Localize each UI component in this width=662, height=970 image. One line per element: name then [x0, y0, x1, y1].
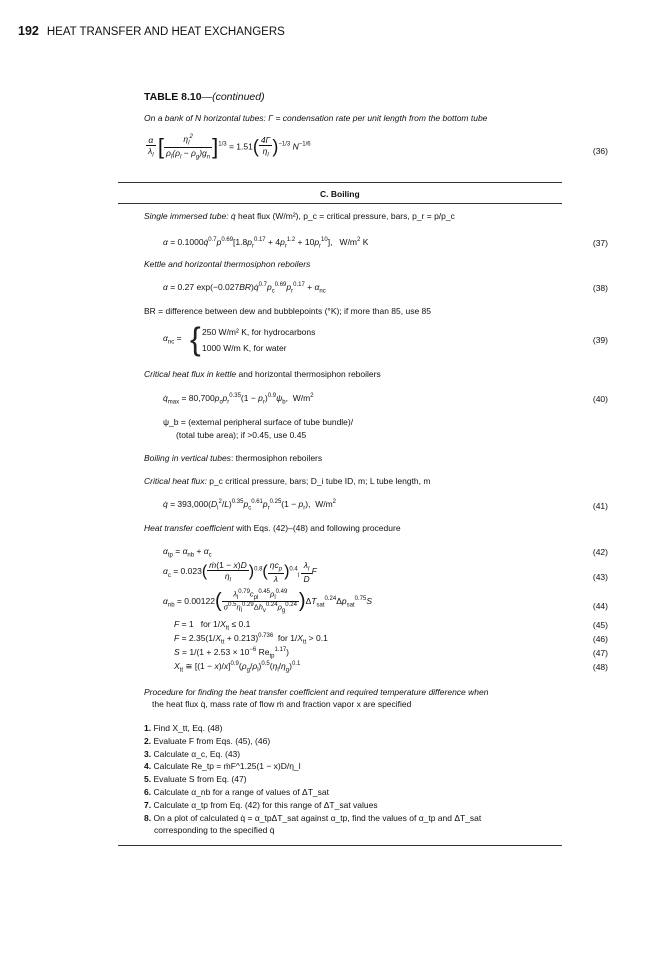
psi-line-2: (total tube area); if >0.45, use 0.45: [176, 430, 307, 440]
critical-vertical: [144, 476, 430, 486]
step-text: Calculate Re_tp = ṁF^1.25(1 − x)D/η_l: [153, 761, 301, 772]
eq-number-44: (44): [592, 601, 608, 611]
step-text: On a plot of calculated q̇ = α_tpΔT_sat against α_tp, find the values of α_tp and ΔT_sat: [153, 812, 482, 823]
procedure-steps: [144, 722, 481, 837]
htc-heading: [144, 523, 401, 533]
running-header: [18, 24, 285, 38]
anc-line-2: 1000 W/m K, for water: [202, 343, 287, 353]
list-item: 6. Calculate α_nb for a range of values of ΔT_sat: [144, 786, 329, 797]
list-item: 2. Evaluate F from Eqs. (45), (46): [144, 735, 271, 746]
table-continued: —(continued): [201, 91, 265, 103]
step-text: Calculate α_tp from Eq. (42) for this range of ΔT_sat values: [153, 799, 378, 810]
rule-mid: [118, 203, 562, 204]
step-text: Find X_tt, Eq. (48): [153, 723, 223, 733]
step-text: Calculate α_c, Eq. (43): [153, 748, 241, 759]
vertical-heading-rest: : thermosiphon reboilers: [230, 453, 323, 463]
kettle-heading: Kettle and horizontal thermosiphon reboilers: [144, 259, 311, 269]
critical-heading-rest: and horizontal thermosiphon reboilers: [236, 369, 381, 379]
eq-number-41: (41): [592, 501, 608, 511]
rule-top: [118, 182, 562, 183]
eq-number-42: (42): [592, 547, 608, 557]
critical-heading: [144, 369, 381, 379]
equation-38: α = 0.27 $\exp(-0.027BR)q̇^{0.7}p_c^{0.69}p_r^{0.17} + \alpha_{nc}$: [163, 282, 326, 295]
step-text: Calculate α_nb for a range of values of ΔT_sat: [153, 786, 329, 797]
step-text: Evaluate F from Eqs. (45), (46): [153, 735, 271, 746]
equation-36: $\frac{\alpha}{\lambda_l}$ [ $\frac{\eta_l^2}{\rho_l(\rho_l - \rho_g)g_n}$ ]$^{1/3}$ = 1.51( $\frac{4\Gamma}{\eta_l}$ )$^{-1/3}$ $N^{-1/6}$: [148, 134, 311, 161]
equation-43: $\alpha_c = 0.023$( $\frac{\text{ṁ(1 − x)D}}{\eta_l}$ )$^{0.8}$( $\frac{\eta c_p}{\lambda}$ )$^{0.4}_l$ $\frac{\lambda_l}{D}$ F: [163, 560, 317, 584]
table-title: [144, 91, 265, 103]
brace: {: [190, 321, 201, 357]
table-label: TABLE 8.10: [144, 91, 202, 103]
page-number: 192: [18, 24, 39, 38]
list-item: 8. On a plot of calculated q̇ = α_tpΔT_sat against α_tp, find the values of α_tp and ΔT_sat: [144, 812, 482, 823]
eq-number-38: (38): [592, 283, 608, 293]
equation-45: F = 1 for $1/X_{tt} \le 0.1$: [174, 619, 251, 632]
single-tube-label: Single immersed tube: q̇: [144, 211, 236, 221]
eq-number-47: (47): [592, 648, 608, 658]
step-text: Evaluate S from Eq. (47): [153, 774, 247, 785]
running-title: HEAT TRANSFER AND HEAT EXCHANGERS: [46, 26, 285, 38]
rule-bottom: [118, 845, 562, 846]
list-item: 4. Calculate Re_tp = ṁF^1.25(1 − x)D/η_l: [144, 761, 301, 772]
eq-number-46: (46): [592, 634, 608, 644]
htc-heading-italic: Heat transfer coefficient: [144, 523, 234, 533]
equation-42: $\alpha_{tp} = \alpha_{nb} + \alpha_c$: [163, 546, 212, 559]
htc-heading-rest: with Eqs. (42)–(48) and following procedure: [233, 523, 401, 533]
eq-number-45: (45): [592, 620, 608, 630]
eq-number-37: (37): [592, 238, 608, 248]
psi-line-1: ψ_b = (external peripheral surface of tube bundle)/: [163, 417, 354, 427]
vertical-heading: [144, 453, 322, 463]
step-text: corresponding to the specified q̇: [154, 825, 275, 836]
equation-48: $X_{tt}$ ≅ $[(1 - x)/x]^{0.9}(\rho_g/\rho_l)^{0.5}(\eta_l/\eta_g)^{0.1}$: [174, 661, 301, 674]
single-tube-intro: [144, 211, 455, 221]
eq-number-43: (43): [592, 572, 608, 582]
equation-46: $F = 2.35(1/X_{tt} + 0.213)^{0.736}$ for $1/X_{tt} > 0.1$: [174, 633, 328, 646]
vertical-heading-italic: Boiling in vertical tubes: [144, 453, 231, 463]
eq-number-36: (36): [592, 146, 608, 156]
anc-line-1: 250 W/m² K, for hydrocarbons: [202, 327, 316, 337]
boiling-heading: C. Boiling: [320, 189, 360, 199]
procedure-line-2: the heat flux q̇, mass rate of flow ṁ and fraction vapor x are specified: [152, 699, 412, 709]
list-item: 5. Evaluate S from Eq. (47): [144, 774, 247, 785]
eq36-coefficient: = 1.51: [228, 141, 253, 152]
single-tube-desc: heat flux (W/m²), p_c = critical pressure, bars, p_r = p/p_c: [235, 211, 455, 221]
procedure-line-1: Procedure for finding the heat transfer coefficient and required temperature difference when: [144, 687, 489, 697]
list-item: 1. Find X_tt, Eq. (48): [144, 723, 223, 733]
br-definition: BR = difference between dew and bubblepoints (°K); if more than 85, use 85: [144, 306, 431, 316]
critical-vertical-rest: p_c critical pressure, bars; D_i tube ID, m; L tube length, m: [206, 476, 431, 486]
eq-number-40: (40): [592, 394, 608, 404]
equation-37: $\alpha = 0.1000q̇^{0.7}p^{0.69}[1.8p_r^{0.17} + 4p_r^{1.2} + 10p_r^{10}]$, $W/m^2$ K: [163, 237, 369, 250]
equation-44: $\alpha_{nb} = 0.00122$( $\frac{\lambda_l^{0.79}c_{pl}^{0.45}\rho_l^{0.49}}{\sigma^{0.5}\eta_l^{0.29}\Delta h_v^{0.24}\rho_g^{0.24}}$ )$\Delta T_{sat}^{0.24}\Delta p_{sat}^{0.75}S$: [163, 589, 372, 614]
critical-heading-italic: Critical heat flux in kettle: [144, 369, 237, 379]
equation-47: $S = 1/(1 + 2.53 \times 10^{-6}$ $Re_{tp}^{1.17}$): [174, 647, 290, 660]
eq-number-48: (48): [592, 662, 608, 672]
list-item: 3. Calculate α_c, Eq. (43): [144, 748, 241, 759]
bank-intro: On a bank of N horizontal tubes: Γ = condensation rate per unit length from the bottom tube: [144, 113, 488, 123]
list-item: 7. Calculate α_tp from Eq. (42) for this range of ΔT_sat values: [144, 799, 378, 810]
equation-41: q̇ = $393,000(D_i^2/L)^{0.35}p_c^{0.61}p_r^{0.25}(1 - p_r)$, $W/m^2$: [163, 499, 337, 512]
equation-40: $q̇_{max} = 80,700p_cp_r^{0.35}(1 - p_r)^{0.9}\psi_b$, $W/m^2$: [163, 393, 314, 406]
list-item: [144, 824, 481, 837]
critical-vertical-italic: Critical heat flux:: [144, 476, 207, 486]
equation-39-lhs: $\alpha_{nc}$ =: [163, 333, 182, 346]
eq-number-39: (39): [592, 335, 608, 345]
